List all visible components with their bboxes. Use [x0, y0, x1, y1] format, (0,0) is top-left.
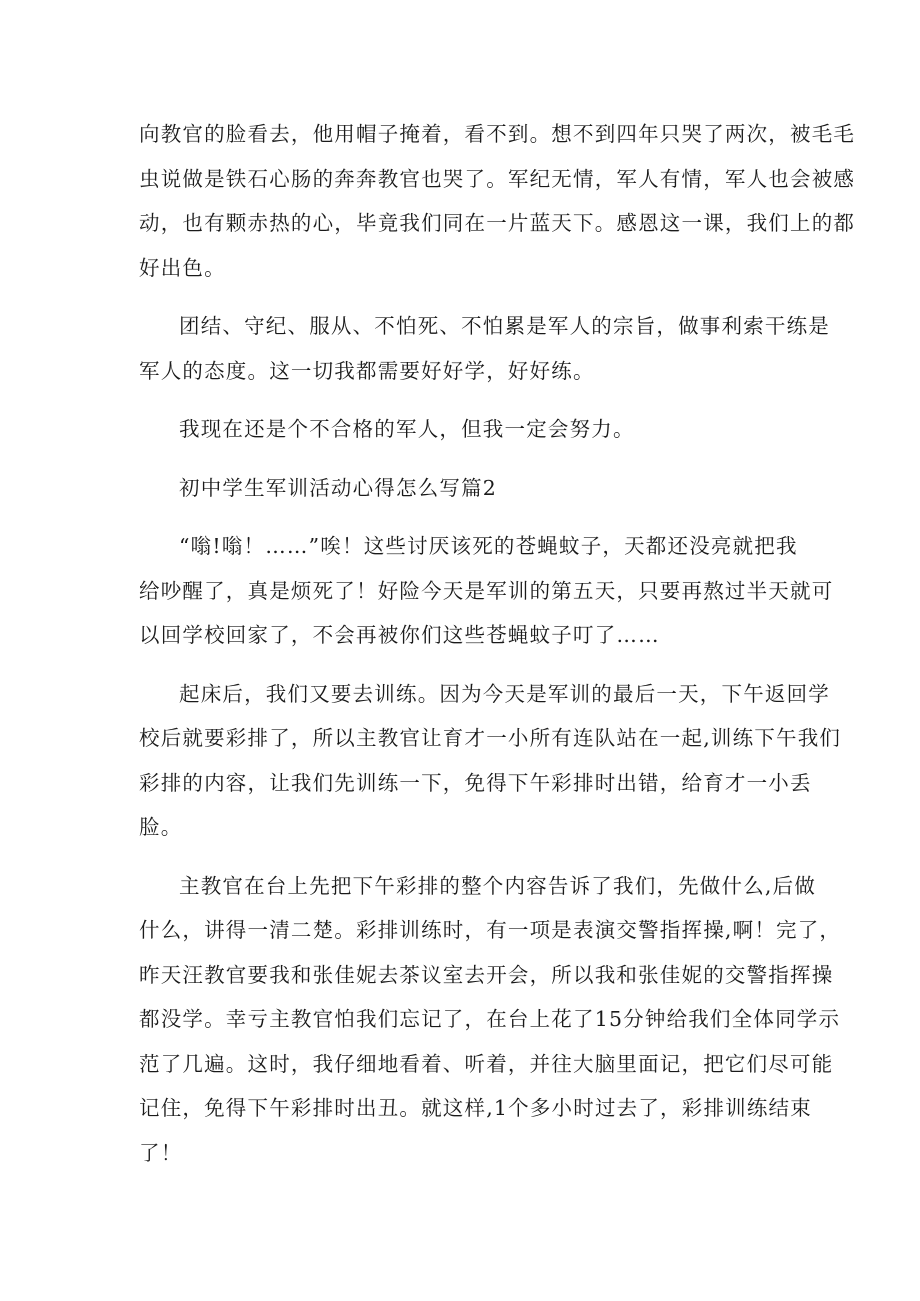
text-line: 给吵醒了，真是烦死了！好险今天是军训的第五天，只要再熬过半天就可 — [139, 578, 834, 603]
text-line: 好出色。 — [139, 255, 226, 280]
paragraph-continuation — [139, 112, 856, 290]
text-line: 向教官的脸看去，他用帽子掩着，看不到。想不到四年只哭了两次，被毛毛 — [139, 122, 856, 146]
text-line: 起床后，我们又要去训练。因为今天是军训的最后一天，下午返回学 — [179, 681, 830, 706]
text-line: 以回学校回家了，不会再被你们这些苍蝇蚊子叮了…… — [139, 623, 660, 647]
text-line: “嗡!嗡！……”唉！这些讨厌该死的苍蝇蚊子，天都还没亮就把我 — [179, 534, 798, 558]
text-line: 什么，讲得一清二楚。彩排训练时，有一项是表演交警指挥操,啊！完了， — [139, 918, 842, 942]
paragraph — [139, 672, 842, 850]
paragraph — [139, 407, 787, 452]
text-line: 团结、守纪、服从、不怕死、不怕累是军人的宗旨，做事利索干练是 — [179, 314, 830, 338]
text-line: 校后就要彩排了，所以主教官让育才一小所有连队站在一起,训练下午我们 — [139, 726, 842, 750]
text-line: 记住，免得下午彩排时出丑。就这样,1个多小时过去了，彩排训练结束 — [139, 1096, 812, 1120]
text-line: 彩排的内容，让我们先训练一下，免得下午彩排时出错，给育才一小丢 — [139, 770, 812, 795]
heading-text: 初中学生军训活动心得怎么写篇2 — [179, 475, 498, 500]
text-line: 了！ — [139, 1140, 183, 1165]
paragraph — [139, 864, 842, 1176]
text-line: 主教官在台上先把下午彩排的整个内容告诉了我们，先做什么,后做 — [179, 873, 817, 898]
section-heading — [139, 466, 787, 511]
text-line: 动，也有颗赤热的心，毕竟我们同在一片蓝天下。感恩这一课，我们上的都 — [139, 211, 856, 235]
text-line: 都没学。幸亏主教官怕我们忘记了，在台上花了15分钟给我们全体同学示 — [139, 1007, 841, 1031]
document-body — [139, 112, 856, 1189]
paragraph — [139, 524, 834, 658]
text-line: 我现在还是个不合格的军人，但我一定会努力。 — [179, 417, 635, 441]
text-line: 范了几遍。这时，我仔细地看着、听着，并往大脑里面记，把它们尽可能 — [139, 1051, 834, 1076]
text-line: 脸。 — [139, 815, 183, 839]
text-line: 虫说做是铁石心肠的奔奔教官也哭了。军纪无情，军人有情，军人也会被感 — [139, 166, 856, 191]
paragraph — [139, 304, 830, 393]
text-line: 军人的态度。这一切我都需要好好学，好好练。 — [139, 358, 595, 383]
text-line: 昨天汪教官要我和张佳妮去茶议室去开会，所以我和张佳妮的交警指挥操 — [139, 962, 834, 987]
